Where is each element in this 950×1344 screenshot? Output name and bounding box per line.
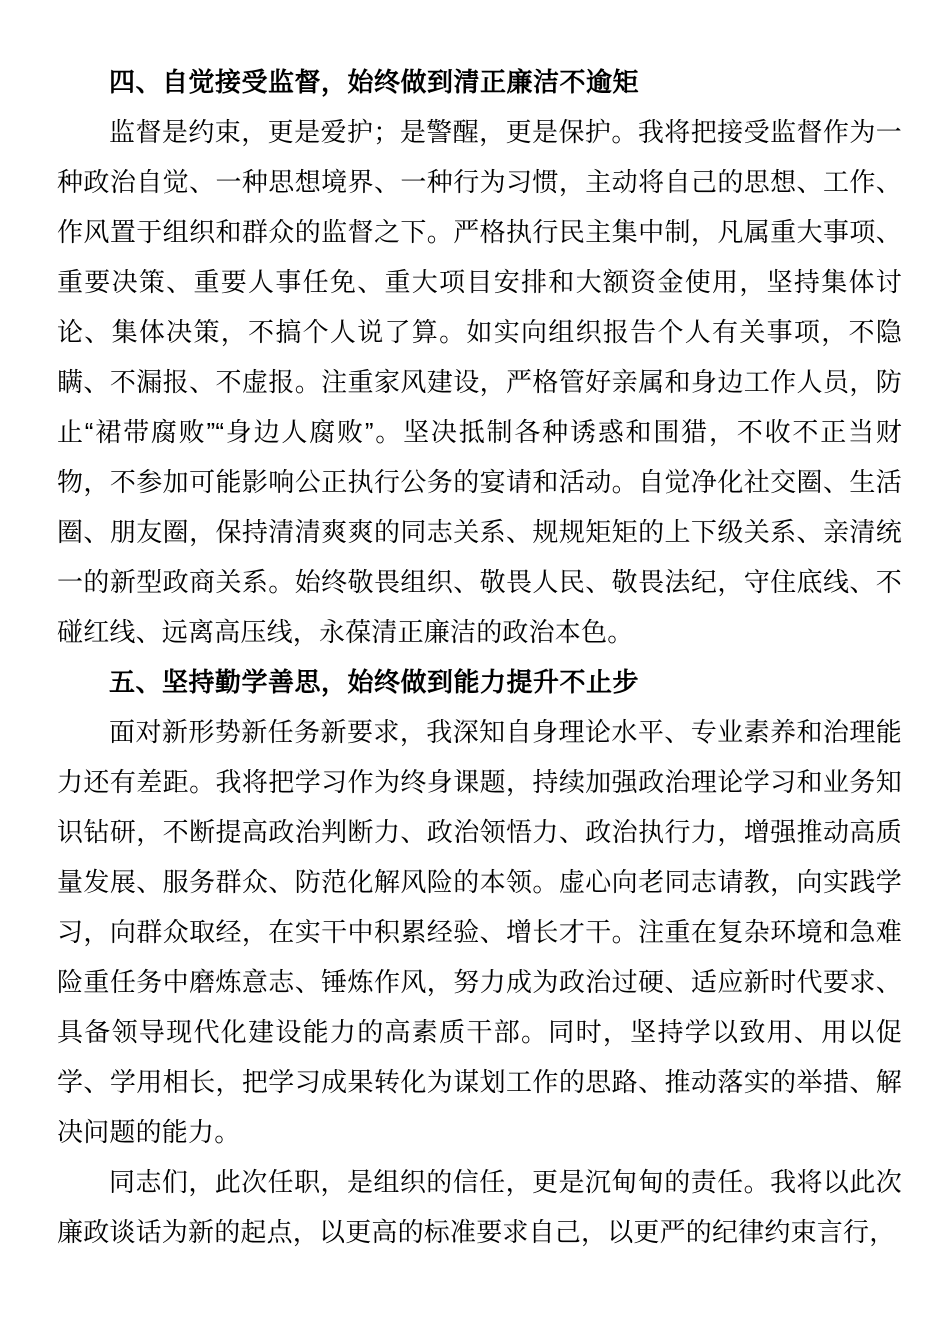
section-heading-5: 五、坚持勤学善思，始终做到能力提升不止步 [109,667,640,697]
paragraph-learning: 面对新形势新任务新要求，我深知自身理论水平、专业素养和治理能力还有差距。我将把学习作为终身课题，持续加强政治理论学习和业务知识钻研，不断提高政治判断力、政治领悟力、政治执行力，增强推动高质量发展、服务群众、防范化解风险的本领。虚心向老同志请教，向实践学习，向群众取经，在实干中积累经验、增长才干。注重在复杂环境和急难险重任务中磨炼意志、锤炼作风，努力成为政治过硬、适应新时代要求、具备领导现代化建设能力的高素质干部。同时，坚持学以致用、用以促学、学用相长，把学习成果转化为谋划工作的思路、推动落实的举措、解决问题的能力。 [57,717,902,1147]
paragraph-supervision: 监督是约束，更是爱护；是警醒，更是保护。我将把接受监督作为一种政治自觉、一种思想境界、一种行为习惯，主动将自己的思想、工作、作风置于组织和群众的监督之下。严格执行民主集中制，凡属重大事项、重要决策、重要人事任免、重大项目安排和大额资金使用，坚持集体讨论、集体决策，不搞个人说了算。如实向组织报告个人有关事项，不隐瞒、不漏报、不虚报。注重家风建设，严格管好亲属和身边工作人员，防止“裙带腐败”“身边人腐败”。坚决抵制各种诱惑和围猎，不收不正当财物，不参加可能影响公正执行公务的宴请和活动。自觉净化社交圈、生活圈、朋友圈，保持清清爽爽的同志关系、规规矩矩的上下级关系、亲清统一的新型政商关系。始终敬畏组织、敬畏人民、敬畏法纪，守住底线、不碰红线、远离高压线，永葆清正廉洁的政治本色。 [57,117,902,647]
paragraph-closing: 同志们，此次任职，是组织的信任，更是沉甸甸的责任。我将以此次廉政谈话为新的起点，以更高的标准要求自己，以更严的纪律约束言行， [57,1167,902,1247]
section-heading-4: 四、自觉接受监督，始终做到清正廉洁不逾矩 [109,67,640,97]
